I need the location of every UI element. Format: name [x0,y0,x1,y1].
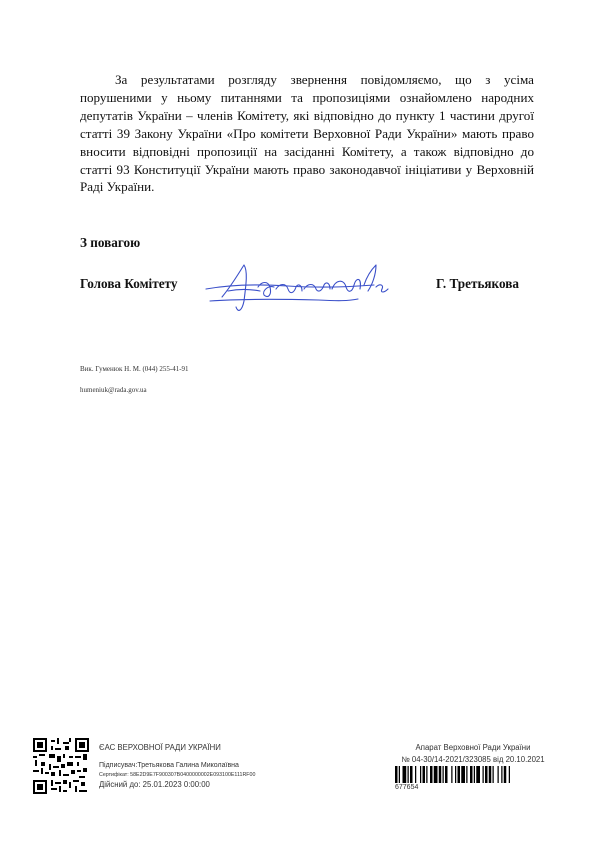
esign-certificate: Сертифікат: 58E2D9E7F900307B0400000002E093100E111RF00 [99,772,256,778]
qr-code-icon [33,738,89,794]
signer-name: Г. Третьякова [436,276,519,291]
signer-title: Голова Комітету [80,276,178,291]
registration-stamp [397,743,549,764]
barcode-icon [395,766,547,783]
electronic-signature-block [99,743,255,789]
executor-contact: Вик. Гуменюк Н. М. (044) 255-41-91 [80,365,189,373]
esign-valid-until: Дійсний до: 25.01.2023 0:00:00 [99,780,210,789]
registration-number: № 04-30/14-2021/323085 від 20.10.2021 [401,755,545,764]
executor-email: humeniuk@rada.gov.ua [80,386,147,394]
esign-signed-by: Підписувач:Третьякова Галина Миколаївна [99,762,239,769]
esign-system: ЄАС ВЕРХОВНОЇ РАДИ УКРАЇНИ [99,743,221,752]
handwritten-signature [198,255,398,317]
letter-body-paragraph: За результатами розгляду звернення повідомляємо, що з усіма порушеними у ньому питаннями та пропозиціями ознайомлено народних депутатів України – членів Комітету, які відповідно до пункту 1 частини другої статті 39 Закону України «Про комітети Верховної Ради України» мають право вносити відповідні пропозиції на засіданні Комітету, а також відповідно до статті 93 Конституції України мають право законодавчої ініціативи у Верховній Раді України. [80,72,534,195]
closing-regards: З повагою [80,235,141,250]
barcode-number: 677654 [395,784,419,791]
registration-org: Апарат Верховної Ради України [415,743,531,752]
